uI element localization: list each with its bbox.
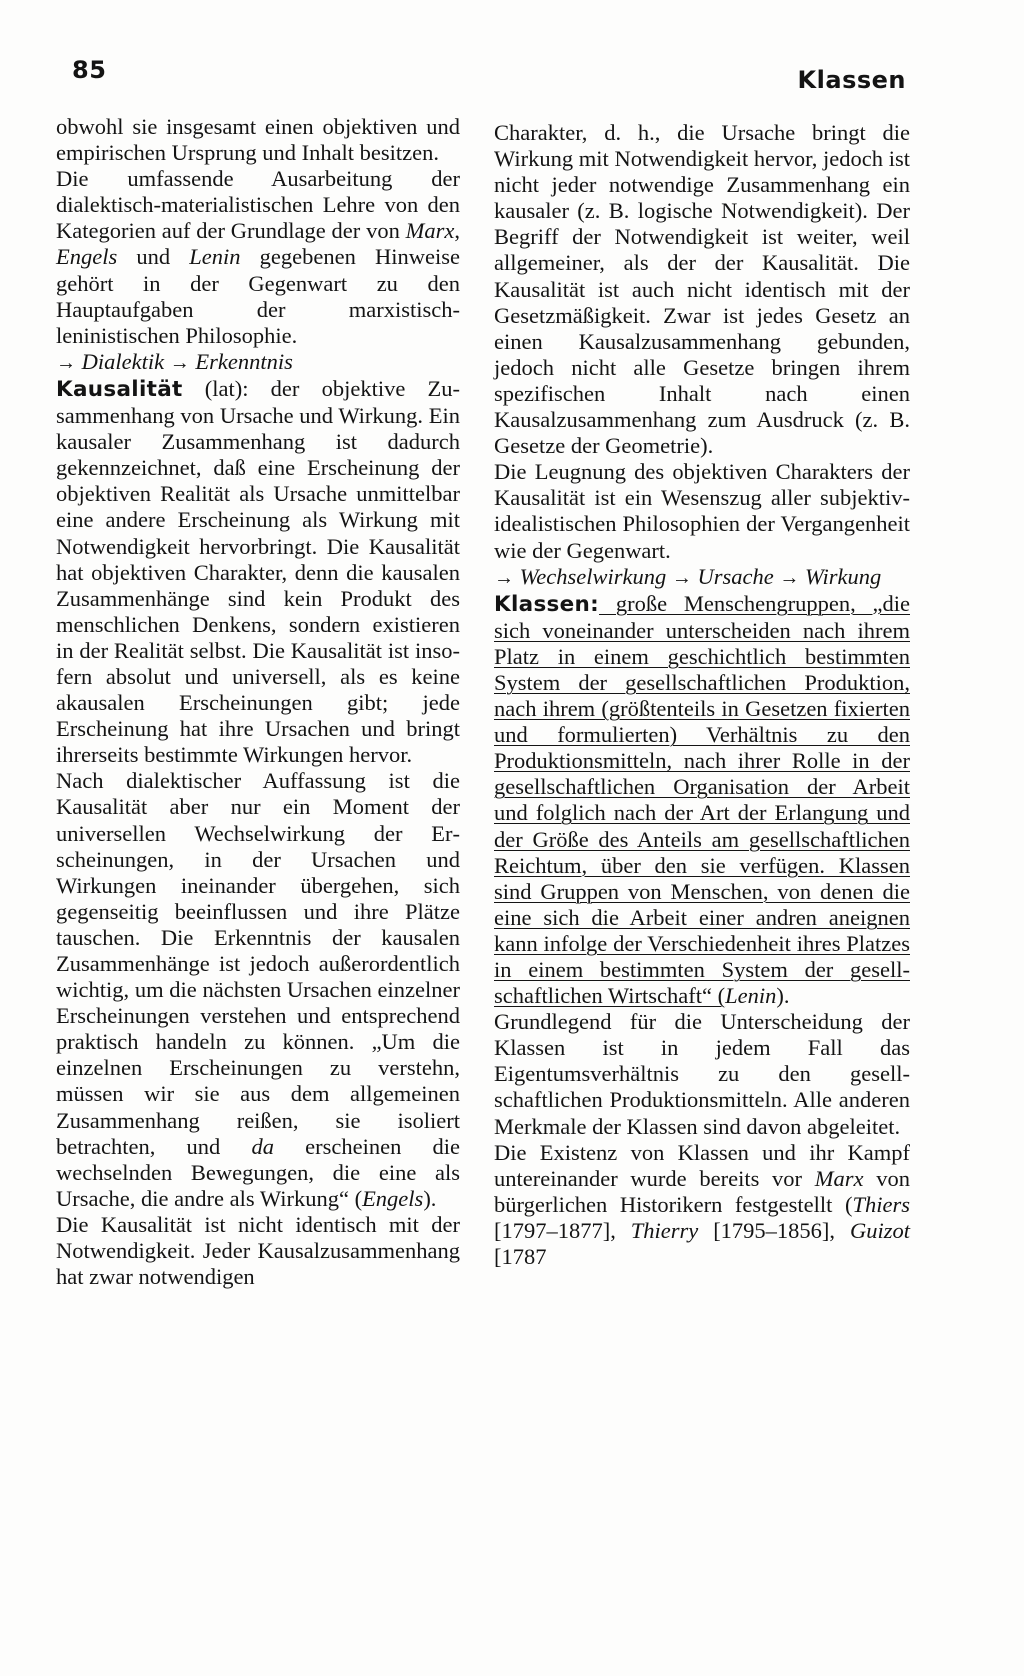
paragraph: obwohl sie insgesamt einen objektiven und empirischen Ursprung und Inhalt besitzen.: [56, 114, 460, 166]
arrow-icon: →: [494, 566, 514, 589]
headword: Kausalität: [56, 376, 183, 402]
citation-lenin: Lenin: [725, 983, 777, 1009]
citation-thiers: Thiers: [852, 1191, 910, 1217]
citation-thierry: Thierry: [630, 1217, 699, 1243]
cross-references: [494, 564, 910, 591]
paragraph: Nach dialektischer Auffassung ist die Kausalität aber nur ein Moment der universellen Wechselwirkung der Erscheinungen, in der Ursachen und Wirkungen ineinander übergehen, sich gegenseitig beeinflussen und ihre Plätze tauschen. Die Erkenntnis der kausalen Zusammenhänge ist jedoch außerordentlich wichtig, um die nächsten Ursachen einzelner Erscheinungen verstehen und entsprechend praktisch handeln zu können. „Um die einzelnen Erscheinungen zu verstehn, müssen wir sie aus dem allgemeinen Zusammenhang reißen, sie isoliert betrachten, und da erscheinen die wechselnden Bewegungen, die eine als Ursache, die andre als Wirkung“ (Engels).: [56, 768, 460, 1211]
entry-kausalitaet: Kausalität (lat): der objektive Zusammenhang von Ursache und Wirkung. Ein kausaler Zusammenhang ist dadurch gekennzeichnet, daß eine Erscheinung der objektiven Realität als Ursache unmittelbar eine andere Erscheinung als Wirkung mit Notwendigkeit hervorbringt. Die Kausalität hat objektiven Charakter, denn die kausalen Zusammenhänge sind kein Produkt des menschlichen Denkens, sondern existieren in der Realität selbst. Die Kausalität ist insofern absolut und universell, als es keine akausalen Erscheinungen gibt; jede Erscheinung hat ihre Ursachen und bringt ihrerseits bestimmte Wirkungen hervor.: [56, 375, 460, 768]
entry-klassen: Klassen: große Menschengruppen, „die sich voneinander unterscheiden nach ihrem Platz in einem geschichtlich bestimmten System der gesellschaftlichen Produktion, nach ihrem (größtenteils in Gesetzen fixierten und formulierten) Verhältnis zu den Produktionsmitteln, nach ihrer Rolle in der gesellschaftlichen Organisation der Arbeit und folglich nach der Art der Erlangung und der Größe des Anteils am gesellschaftlichen Reichtum, über den sie verfügen. Klassen sind Gruppen von Menschen, von denen die eine sich die Arbeit einer andren aneignen kann infolge der Verschiedenheit ihres Platzes in einem bestimmten System der gesellschaftlichen Wirtschaft“ (Lenin).: [494, 590, 910, 1009]
running-head: Klassen: [797, 66, 906, 94]
cross-ref-link[interactable]: Erkenntnis: [195, 348, 293, 374]
paragraph: Die Leugnung des objektiven Charakters der Kausalität ist ein Wesenszug aller subjektiv-idealistischen Philosophien der Vergangenheit wie der Gegenwart.: [494, 459, 910, 563]
paragraph: Die umfassende Ausarbeitung der dialektisch-materialistischen Lehre von den Kategorien auf der Grundlage der von Marx, Engels und Lenin gegebenen Hinweise gehört in der Gegenwart zu den Hauptaufgaben der marxistisch-leninistischen Philosophie.: [56, 166, 460, 348]
cross-references: [56, 349, 460, 376]
citation-marx: Marx: [814, 1165, 864, 1191]
left-column: [56, 114, 460, 1290]
headword: Klassen:: [494, 591, 600, 617]
cross-ref-link[interactable]: Ursache: [697, 563, 774, 589]
cross-ref-link[interactable]: Wechselwirkung: [519, 563, 667, 589]
arrow-icon: →: [169, 351, 190, 374]
citation-engels: Engels: [362, 1185, 424, 1211]
arrow-icon: →: [56, 351, 76, 374]
paragraph: Grundlegend für die Unterscheidung der Klassen ist in jedem Fall das Eigentumsverhältnis zu den gesellschaftlichen Produktionsmitteln. Alle anderen Merkmale der Klassen sind davon abgeleitet.: [494, 1009, 910, 1139]
citation-marx: Marx: [405, 218, 455, 244]
cross-ref-link[interactable]: Dialektik: [81, 348, 165, 374]
paragraph: Charakter, d. h., die Ursache bringt die Wirkung mit Notwendigkeit hervor, jedoch ist nicht jeder notwendige Zusammenhang ein kausaler (z. B. logische Notwendigkeit). Der Begriff der Notwendigkeit ist weiter, weil allgemeiner, als der der Kausalität. Die Kausalität ist auch nicht identisch mit der Gesetzmäßigkeit. Zwar ist jedes Gesetz an einen Kausalzusammenhang gebunden, jedoch nicht alle Gesetze bringen ihrem spezifischen Inhalt nach einen Kausalzusammenhang zum Ausdruck (z. B. Gesetze der Geometrie).: [494, 120, 910, 459]
arrow-icon: →: [671, 566, 692, 589]
citation-lenin: Lenin: [189, 244, 241, 270]
citation-engels: Engels: [56, 244, 118, 270]
paragraph: Die Existenz von Klassen und ihr Kampf untereinander wurde bereits vor Marx von bürgerlichen Historikern festgestellt (Thiers [1797–1877], Thierry [1795–1856], Guizot [1787: [494, 1139, 911, 1270]
arrow-icon: →: [779, 566, 800, 589]
cross-ref-link[interactable]: Wirkung: [805, 563, 882, 589]
right-column: [494, 120, 910, 1270]
page-number: 85: [72, 56, 107, 84]
paragraph: Die Kausalität ist nicht identisch mit der Notwendigkeit. Jeder Kausalzusammenhang hat zwar notwendigen: [56, 1211, 460, 1290]
underlined-quote: große Menschengruppen, „die sich voneinander unterscheiden nach ihrem Platz in einem geschichtlich bestimmten System der gesellschaftlichen Produktion, nach ihrem (größtenteils in Gesetzen fixierten und formulierten) Verhältnis zu den Produktionsmitteln, nach ihrer Rolle in der gesellschaftlichen Organisation der Arbeit und folglich nach der Art der Erlangung und der Größe des Anteils am gesellschaftlichen Reichtum, über den sie verfügen. Klassen sind Gruppen von Menschen, von denen die eine sich die Arbeit einer andren aneignen kann infolge der Verschiedenheit ihres Platzes in einem bestimmten System der gesellschaftlichen Wirtschaft“ (: [494, 590, 910, 1009]
citation-guizot: Guizot: [849, 1217, 910, 1243]
